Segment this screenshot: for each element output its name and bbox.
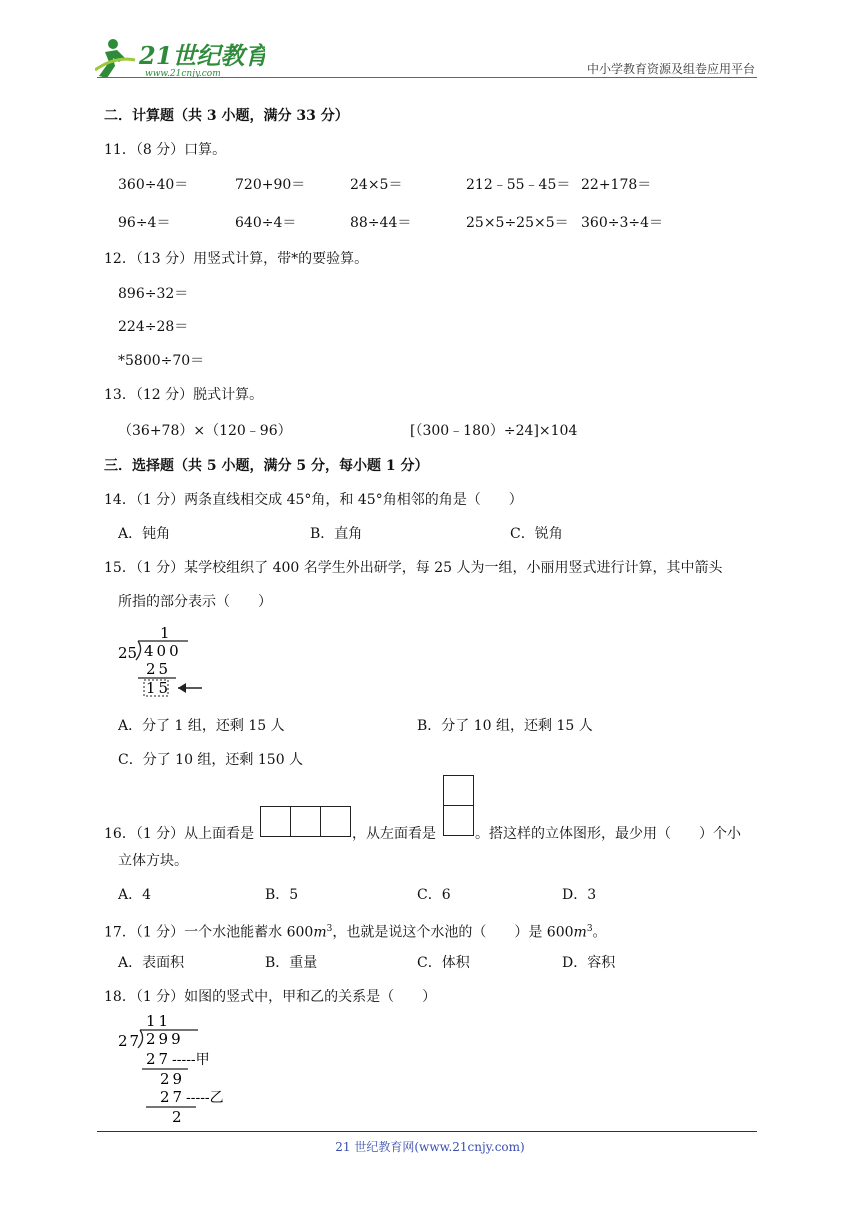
footer-divider [97, 1131, 757, 1132]
q11-item: 88÷44＝ [350, 215, 412, 231]
quotient: 1 [160, 624, 170, 642]
header-divider [97, 77, 757, 78]
q18-long-division-figure [116, 1012, 236, 1128]
q16-stem-part1: 16．（1 分）从上面看是 [104, 826, 255, 842]
partial-dividend: 29 [160, 1070, 186, 1088]
q11-item: 96÷4＝ [118, 215, 171, 231]
q11-item: 360÷3÷4＝ [581, 215, 663, 231]
q13-stem: 13．（12 分）脱式计算。 [104, 387, 264, 403]
logo-text: 21世纪教育 [139, 41, 265, 70]
q13-expression: [（300﹣180）÷24]×104 [410, 423, 578, 439]
q17-option-c[interactable]: C．体积 [417, 955, 470, 971]
q17-option-a[interactable]: A．表面积 [118, 955, 185, 971]
q12-item: *5800÷70＝ [118, 353, 205, 369]
q15-stem: 15．（1 分）某学校组织了 400 名学生外出研学，每 25 人为一组，小丽用竖式进行计算，其中箭头 [104, 560, 723, 576]
q12-stem: 12．（13 分）用竖式计算，带*的要验算。 [104, 251, 369, 267]
q18-stem: 18．（1 分）如图的竖式中，甲和乙的关系是（ ） [104, 989, 437, 1005]
arrow-icon [178, 683, 202, 693]
q17-option-b[interactable]: B．重量 [265, 955, 318, 971]
site-logo [95, 36, 265, 80]
q16-option-a[interactable]: A．4 [118, 887, 152, 903]
q15-option-b[interactable]: B．分了 10 组，还剩 15 人 [417, 718, 593, 734]
label-jia: -----甲 [172, 1052, 210, 1068]
top-view-figure [260, 806, 351, 837]
runner-logo-icon [95, 39, 135, 78]
q15-option-c[interactable]: C．分了 10 组，还剩 150 人 [118, 752, 304, 768]
q17-stem: 17．（1 分）一个水池能蓄水 $600m^3$，也就是说这个水池的（ ）是 $600m^3$。 [104, 924, 607, 941]
q15-option-a[interactable]: A．分了 1 组，还剩 15 人 [118, 718, 285, 734]
q17-option-d[interactable]: D．容积 [562, 955, 616, 971]
divisor: 25 [118, 644, 138, 662]
q14-option-a[interactable]: A．钝角 [118, 526, 171, 542]
section-title-choice: 三．选择题（共 5 小题，满分 5 分，每小题 1 分） [104, 458, 429, 474]
q11-item: 360÷40＝ [118, 177, 189, 193]
q11-item: 24×5＝ [350, 177, 403, 193]
section-title-calculation: 二．计算题（共 3 小题，满分 33 分） [104, 108, 349, 124]
divisor: 27 [118, 1032, 142, 1050]
subtrahend-2: 27 [160, 1088, 186, 1106]
q14-option-c[interactable]: C．锐角 [510, 526, 563, 542]
quotient: 11 [146, 1012, 172, 1030]
q11-stem: 11．（8 分）口算。 [104, 142, 227, 158]
q16-option-b[interactable]: B．5 [265, 887, 299, 903]
q16-stem-part2: ，从左面看是 [352, 826, 436, 842]
q16-option-c[interactable]: C．6 [417, 887, 451, 903]
logo-url: www.21cnjy.com [145, 69, 221, 79]
q11-item: 720+90＝ [235, 177, 306, 193]
q16-stem-part3: 。搭这样的立体图形，最少用（ ）个小 [475, 826, 741, 842]
q11-item: 25×5÷25×5＝ [466, 215, 569, 231]
q12-item: 224÷28＝ [118, 319, 189, 335]
q11-item: 212﹣55﹣45＝ [466, 177, 571, 193]
header-platform-name: 中小学教育资源及组卷应用平台 [586, 62, 755, 76]
footer-link[interactable]: 21 世纪教育网(www.21cnjy.com) [335, 1140, 525, 1154]
dividend: 299 [146, 1030, 184, 1048]
q16-stem-cont: 立体方块。 [118, 853, 188, 869]
subtrahend: 25 [146, 660, 172, 678]
q12-item: 896÷32＝ [118, 286, 189, 302]
q14-stem: 14．（1 分）两条直线相交成 45°角，和 45°角相邻的角是（ ） [104, 492, 523, 508]
q11-item: 640÷4＝ [235, 215, 297, 231]
q14-option-b[interactable]: B．直角 [310, 526, 363, 542]
q11-item: 22+178＝ [581, 177, 652, 193]
q16-option-d[interactable]: D．3 [562, 887, 597, 903]
remainder: 15 [146, 679, 172, 697]
q15-stem-cont: 所指的部分表示（ ） [118, 594, 272, 610]
subtrahend-1: 27 [146, 1050, 172, 1068]
label-yi: -----乙 [186, 1090, 224, 1106]
dividend: 400 [144, 642, 182, 660]
remainder: 2 [172, 1108, 182, 1124]
left-view-figure [443, 775, 474, 836]
q13-expression: （36+78）×（120﹣96） [118, 423, 292, 439]
q15-long-division-figure [116, 624, 216, 704]
